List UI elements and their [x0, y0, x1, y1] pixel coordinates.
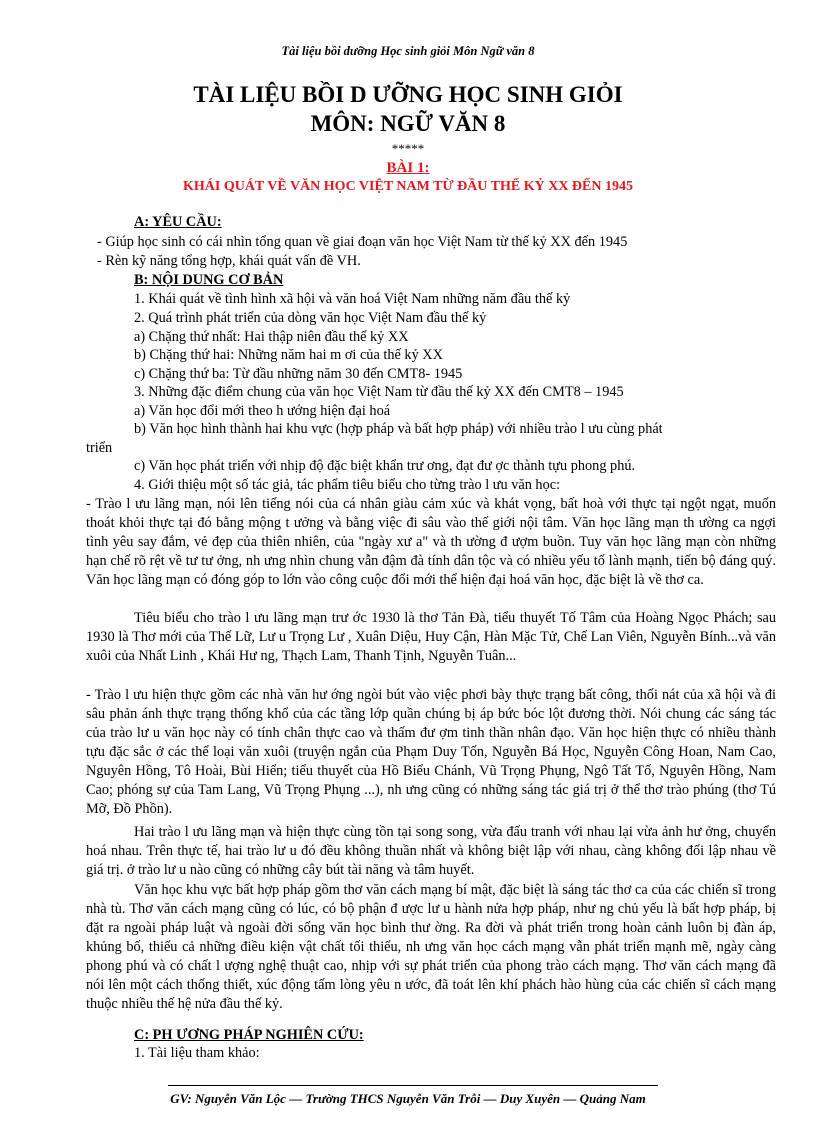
stars-divider: *****	[391, 141, 425, 156]
section-b-heading: B: NỘI DUNG CƠ BẢN	[134, 272, 284, 288]
section-b-item-2: 2. Quá trình phát triển của dòng văn học Việt Nam đầu thế kỷ	[134, 310, 487, 326]
page-header: Tài liệu bồi dưỡng Học sinh giỏi Môn Ngữ văn 8	[281, 44, 535, 58]
section-b-item-1: 1. Khái quát về tình hình xã hội và văn hoá Việt Nam những năm đầu thế kỷ	[134, 291, 571, 307]
section-b-item-4: 4. Giới thiệu một số tác giả, tác phẩm tiêu biểu cho từng trào l ưu văn học:	[134, 477, 561, 493]
doc-title-line-2: MÔN: NGỮ VĂN 8	[310, 111, 506, 136]
section-b-item-3b-cont: triển	[86, 440, 113, 456]
section-c-item-1: 1. Tài liệu tham khảo:	[134, 1045, 260, 1061]
lesson-label: BÀI 1:	[386, 160, 430, 176]
section-b-item-3b: b) Văn học hình thành hai khu vực (hợp pháp và bất hợp pháp) với nhiều trào l ưu cùng phát	[134, 421, 663, 437]
paragraph-revolutionary-literature: Văn học khu vực bất hợp pháp gồm thơ văn cách mạng bí mật, đặc biệt là sáng tác thơ ca của các chiến sĩ trong nhà tù. Thơ văn cách mạng cũng có lúc, có bộ phận đ ược lư u hành nửa hợp pháp, như ng chủ yếu là bất hợp pháp, bị đặt ra ngoài pháp luật và ngoài đời sống văn học bình thư ờng. Ra đời và phát triển trong hoàn cảnh luôn bị đàn áp, khủng bố, thiếu cả những điều kiện vật chất tối thiểu, nh ưng văn học cách mạng vẫn phát triển mạnh mẽ, ngày càng phong phú và có chất l ượng nghệ thuật cao, nhịp với sự phát triển của phong trào cách mạng. Thơ văn cách mạng đã nói lên một cách thống thiết, xúc động tấm lòng yêu n ước, đã toát lên khí phách hào hùng của các chiến sĩ cách mạng thuộc nhiều thế hệ nửa đầu thế kỷ.	[86, 882, 776, 1012]
section-b-item-2a: a) Chặng thứ nhất: Hai thập niên đầu thế kỷ XX	[134, 329, 409, 345]
section-a-item-1: - Giúp học sinh có cái nhìn tổng quan về giai đoạn văn học Việt Nam từ thế kỷ XX đến 1945	[97, 234, 628, 250]
section-b-item-2c: c) Chặng thứ ba: Từ đầu những năm 30 đến CMT8- 1945	[134, 366, 463, 382]
section-b-item-3a: a) Văn học đổi mới theo h ướng hiện đại hoá	[134, 403, 391, 419]
section-b-item-2b: b) Chặng thứ hai: Những năm hai m ơi của thế kỷ XX	[134, 347, 443, 363]
section-b-item-3: 3. Những đặc điểm chung của văn học Việt Nam từ đầu thế kỷ XX đến CMT8 – 1945	[134, 384, 624, 400]
paragraph-romanticism: - Trào l ưu lãng mạn, nói lên tiếng nói của cá nhân giàu cảm xúc và khát vọng, bất hoà với thực tại ngột ngạt, muốn thoát khỏi thực tại đó bằng mộng t ưởng và bằng việc đi sâu vào thế giới nội tâm. Văn học lãng mạn th ường ca ngợi tình yêu say đắm, vẻ đẹp của thiên nhiên, của "ngày xư a" và th ường đ ượm buồn. Tuy văn học lãng mạn còn những hạn chế rõ rệt về tư tư ởng, nh ưng nhìn chung vẫn đậm đà tính dân tộc và có nhiều yếu tố lành mạnh, tiến bộ đáng quý. Văn học lãng mạn có đóng góp to lớn vào công cuộc đổi mới thể hiện đại hoá văn học, đặc biệt là về thơ ca.	[86, 496, 776, 588]
section-c-heading: C: PH ƯƠNG PHÁP NGHIÊN CỨU:	[134, 1027, 364, 1043]
paragraph-romanticism-examples: Tiêu biểu cho trào l ưu lãng mạn trư ớc 1930 là thơ Tản Đà, tiểu thuyết Tố Tâm của Hoàng Ngọc Phách; sau 1930 là Thơ mới của Thế Lữ, Lư u Trọng Lư , Xuân Diệu, Huy Cận, Hàn Mặc Tử, Chế Lan Viên, Nguyễn Bính...và văn xuôi của Nhất Linh , Khái Hư ng, Thạch Lam, Thanh Tịnh, Nguyễn Tuân...	[86, 610, 776, 664]
section-a-item-2: - Rèn kỹ năng tổng hợp, khái quát vấn đề VH.	[97, 253, 361, 269]
doc-title-line-1: TÀI LIỆU BỒI D ƯỠNG HỌC SINH GIỎI	[193, 82, 623, 107]
page-footer: GV: Nguyễn Văn Lộc — Trường THCS Nguyễn Văn Trỗi — Duy Xuyên — Quảng Nam	[170, 1091, 646, 1106]
lesson-title: KHÁI QUÁT VỀ VĂN HỌC VIỆT NAM TỪ ĐẦU THẾ KỶ XX ĐẾN 1945	[182, 179, 633, 194]
paragraph-realism: - Trào l ưu hiện thực gồm các nhà văn hư ớng ngòi bút vào việc phơi bày thực trạng bất công, thối nát của xã hội và đi sâu phản ánh thực trạng thống khổ của các tầng lớp quần chúng bị áp bức bóc lột đương thời. Nói chung các sáng tác của trào lư u văn học này có tính chân thực cao và thấm đư ợm tinh thần nhân đạo. Văn học hiện thực có nhiều thành tựu đặc sắc ở các thể loại văn xuôi (truyện ngắn của Phạm Duy Tốn, Nguyễn Bá Học, Nguyễn Công Hoan, Nam Cao, Nguyên Hồng, Tô Hoài, Bùi Hiển; tiểu thuyết của Hồ Biểu Chánh, Vũ Trọng Phụng, Ngô Tất Tố, Nguyên Hồng, Nam Cao; phóng sự của Tam Lang, Vũ Trọng Phụng ...), nh ưng cũng có những sáng tác giá trị ở thể thơ trào phúng (thơ Tú Mỡ, Đồ Phồn).	[86, 687, 776, 817]
paragraph-two-movements: Hai trào l ưu lãng mạn và hiện thực cùng tồn tại song song, vừa đấu tranh với nhau lại vừa ảnh hư ởng, chuyển hoá nhau. Trên thực tế, hai trào lư u đó đều không thuần nhất và không biệt lập với nhau, càng không đối lập nhau về giá trị. ở trào lư u nào cũng có những cây bút tài năng và tâm huyết.	[86, 824, 776, 878]
footer-rule	[168, 1085, 658, 1086]
section-b-item-3c: c) Văn học phát triển với nhịp độ đặc biệt khẩn trư ơng, đạt đư ợc thành tựu phong phú.	[134, 458, 636, 474]
section-a-heading: A: YÊU CẦU:	[134, 214, 222, 230]
